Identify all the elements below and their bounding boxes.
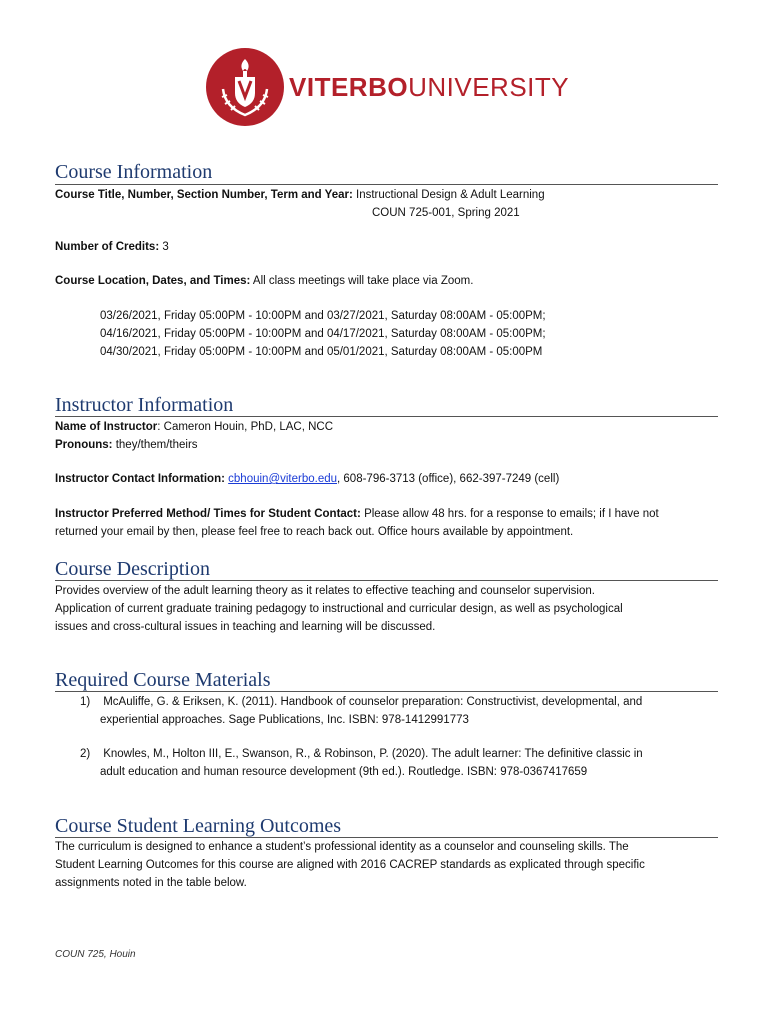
- instructor-name-value: : Cameron Houin, PhD, LAC, NCC: [157, 421, 334, 433]
- credits-label: Number of Credits:: [55, 241, 160, 253]
- location-label: Course Location, Dates, and Times:: [55, 275, 251, 287]
- preferred-contact-label: Instructor Preferred Method/ Times for Student Contact:: [55, 508, 361, 520]
- description-line: Application of current graduate training pedagogy to instructional and curricular design, as well as psychological: [55, 603, 623, 615]
- required-materials-heading: Required Course Materials: [55, 669, 271, 691]
- contact-line: [55, 470, 559, 488]
- date-line: 04/16/2021, Friday 05:00PM - 10:00PM and 04/17/2021, Saturday 08:00AM - 05:00PM;: [100, 328, 546, 340]
- location-value: All class meetings will take place via Zoom.: [252, 275, 474, 287]
- pronouns-line: [55, 436, 198, 454]
- instructor-email-link[interactable]: cbhouin@viterbo.edu: [228, 473, 338, 485]
- heading-rule: [55, 691, 718, 692]
- course-title-label: Course Title, Number, Section Number, Term and Year:: [55, 189, 353, 201]
- material-text: Knowles, M., Holton III, E., Swanson, R., & Robinson, P. (2020). The adult learner: The definitive classic in: [103, 748, 643, 760]
- heading-rule: [55, 580, 718, 581]
- material-item: [80, 693, 642, 711]
- instructor-information-heading: Instructor Information: [55, 394, 234, 416]
- preferred-contact-value: Please allow 48 hrs. for a response to emails; if I have not: [364, 508, 659, 520]
- pronouns-label: Pronouns:: [55, 439, 113, 451]
- description-line: Provides overview of the adult learning theory as it relates to effective teaching and counselor supervision.: [55, 585, 595, 597]
- university-wordmark: [289, 74, 569, 100]
- contact-label: Instructor Contact Information:: [55, 473, 225, 485]
- heading-rule: [55, 184, 718, 185]
- pronouns-value: they/them/theirs: [115, 439, 198, 451]
- brand-name-bold: VITERBO: [289, 72, 409, 102]
- contact-phone-numbers: , 608-796-3713 (office), 662-397-7249 (cell): [337, 473, 560, 485]
- university-logo: [205, 47, 569, 127]
- preferred-contact-line: [55, 505, 659, 523]
- university-seal-icon: [205, 47, 285, 127]
- material-text: McAuliffe, G. & Eriksen, K. (2011). Handbook of counselor preparation: Constructivist, developmental, and: [103, 696, 643, 708]
- credits-line: [55, 238, 169, 256]
- instructor-name-label: Name of Instructor: [55, 421, 158, 433]
- syllabus-page: [55, 0, 718, 1024]
- learning-outcomes-heading: Course Student Learning Outcomes: [55, 815, 342, 837]
- course-number-value: COUN 725-001, Spring 2021: [372, 207, 520, 219]
- credits-value: 3: [162, 241, 169, 253]
- instructor-name-line: [55, 418, 333, 436]
- date-line: 03/26/2021, Friday 05:00PM - 10:00PM and 03/27/2021, Saturday 08:00AM - 05:00PM;: [100, 310, 546, 322]
- brand-name-light: UNIVERSITY: [408, 72, 570, 102]
- description-line: issues and cross-cultural issues in teaching and learning will be discussed.: [55, 621, 436, 633]
- preferred-contact-continued: returned your email by then, please feel free to reach back out. Office hours available by appointment.: [55, 526, 574, 538]
- list-number: 2): [80, 748, 91, 760]
- location-line: [55, 272, 473, 290]
- course-description-heading: Course Description: [55, 558, 210, 580]
- outcomes-line: assignments noted in the table below.: [55, 877, 247, 889]
- date-line: 04/30/2021, Friday 05:00PM - 10:00PM and 05/01/2021, Saturday 08:00AM - 05:00PM: [100, 346, 543, 358]
- course-information-heading: Course Information: [55, 161, 213, 183]
- material-text-continued: experiential approaches. Sage Publications, Inc. ISBN: 978-1412991773: [100, 714, 469, 726]
- material-text-continued: adult education and human resource development (9th ed.). Routledge. ISBN: 978-0367417659: [100, 766, 588, 778]
- outcomes-line: Student Learning Outcomes for this course are aligned with 2016 CACREP standards as explicated through specific: [55, 859, 645, 871]
- outcomes-line: The curriculum is designed to enhance a student’s professional identity as a counselor and counseling skills. The: [55, 841, 629, 853]
- page-footer: COUN 725, Houin: [55, 949, 136, 960]
- heading-rule: [55, 416, 718, 417]
- list-number: 1): [80, 696, 91, 708]
- course-title-value: Instructional Design & Adult Learning: [356, 189, 545, 201]
- material-item: [80, 745, 643, 763]
- course-title-line: [55, 186, 545, 204]
